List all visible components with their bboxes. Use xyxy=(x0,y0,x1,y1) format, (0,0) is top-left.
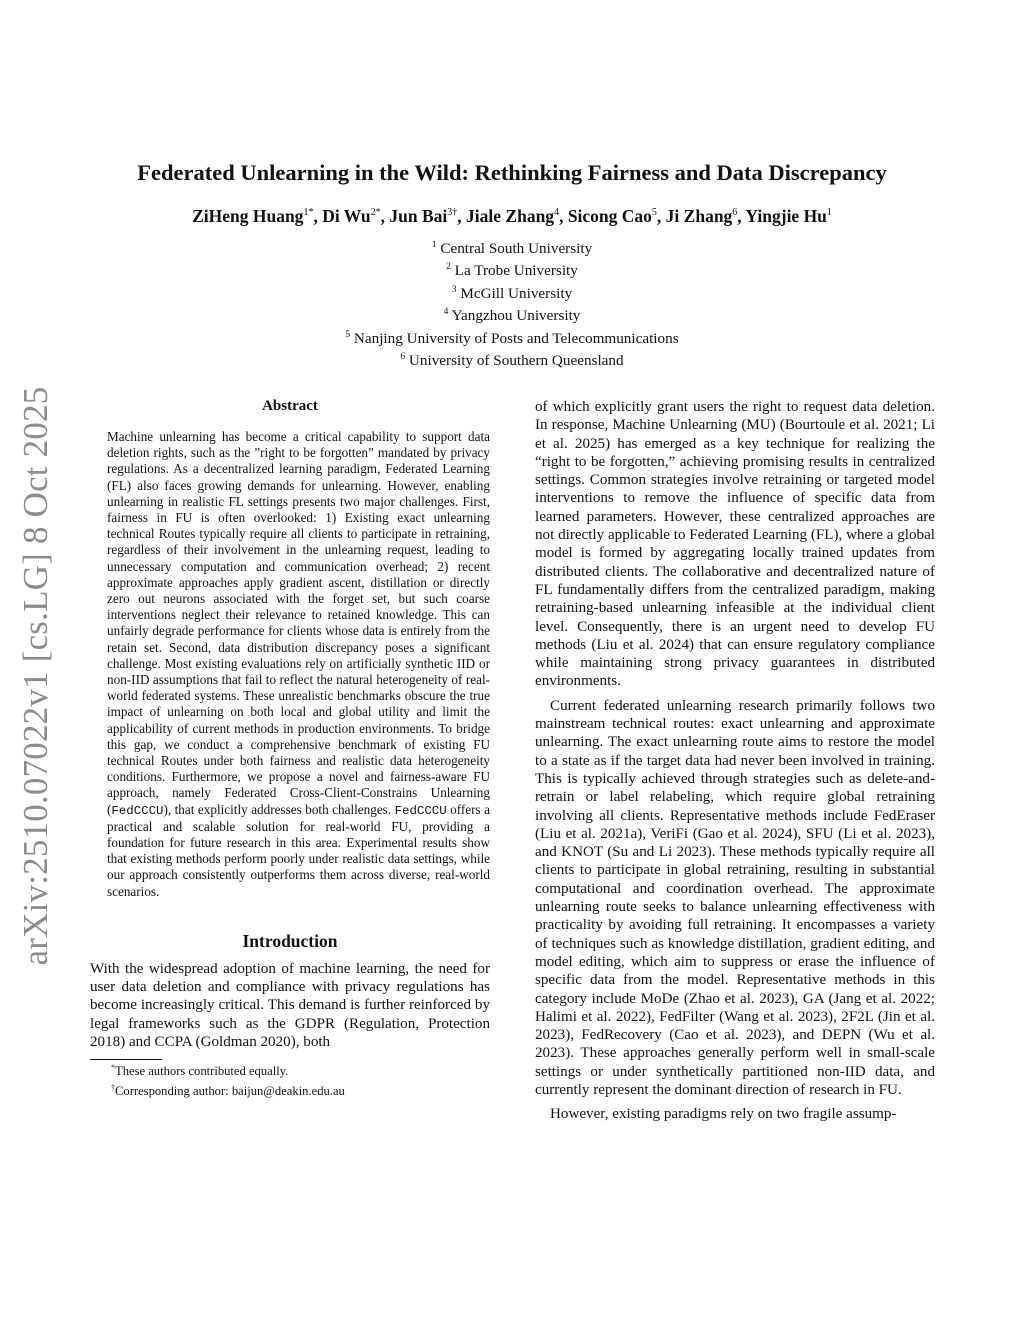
body-paragraph: of which explicitly grant users the right to request data deletion. In response, Machine Unlearning (MU) (Bourtoule et al. 2021; Li et al. 2025) has emerged as a key technique for realizing the “right to be forgotten,” achieving promising results in centralized settings. Common strategies involve retraining or targeted model interventions to remove the influence of specific data from learned parameters. However, these centralized approaches are not directly applicable to Federated Learning (FL), where a global model is formed by aggregating locally trained updates from distributed clients. The collaborative and decentralized nature of FL fundamentally differs from the centralized paradigm, making retraining-based unlearning infeasible at the individual client level. Consequently, there is an urgent need to develop FU methods (Liu et al. 2024) that can ensure regulatory compliance while maintaining strong privacy guarantees in distributed environments. xyxy=(535,399,935,690)
author-affiliation-mark: 4 xyxy=(554,207,560,219)
method-name: FedCCCU xyxy=(394,803,447,818)
author-name: ZiHeng Huang xyxy=(192,206,304,226)
author-affiliation-mark: 2* xyxy=(370,207,381,219)
author-affiliation-mark: 5 xyxy=(651,207,657,219)
author-name: Jun Bai xyxy=(389,206,448,226)
affiliation-list xyxy=(90,236,934,371)
affiliation-line: $^1$ Central South University xyxy=(431,240,593,258)
affiliation-line: $^4$ Yangzhou University xyxy=(443,307,581,325)
affiliation-line: $^2$ La Trobe University xyxy=(446,262,578,280)
author-affiliation-mark: 6 xyxy=(732,207,738,219)
arxiv-identifier-stamp xyxy=(6,383,66,969)
arxiv-identifier-text: arXiv:2510.07022v1 [cs.LG] 8 Oct 2025 xyxy=(16,386,55,966)
author-name: Ji Zhang xyxy=(665,206,733,226)
left-column xyxy=(90,398,490,1099)
author-affiliation-mark: 1* xyxy=(303,207,314,219)
author-affiliation-mark: 1 xyxy=(826,207,832,219)
right-column xyxy=(535,398,935,1124)
affiliation-line: $^6$ University of Southern Queensland xyxy=(400,352,624,370)
introduction-paragraph: With the widespread adoption of machine learning, the need for user data deletion and compliance with privacy regulations has become increasingly critical. This demand is further reinforced by legal frameworks such as the GDPR (Regulation, Protection 2018) and CCPA (Goldman 2020), both xyxy=(90,960,490,1051)
introduction-heading: Introduction xyxy=(242,930,338,951)
body-paragraph: However, existing paradigms rely on two fragile assump- xyxy=(550,1106,897,1123)
author-name: Sicong Cao xyxy=(567,206,652,226)
affiliation-line: $^5$ Nanjing University of Posts and Telecommunications xyxy=(345,329,679,347)
abstract-body: Machine unlearning has become a critical capability to support data deletion rights, such as the ”right to be forgotten” mandated by privacy regulations. As a decentralized learning paradigm, Federated Learning (FL) also faces growing demands for unlearning. However, enabling unlearning in realistic FL settings presents two major challenges. First, fairness in FU is often overlooked: 1) Existing exact unlearning technical Routes typically require all clients to participate in retraining, regardless of their involvement in the unlearning request, leading to unnecessary computation and communication overhead; 2) recent approximate approaches apply gradient ascent, distillation or directly zero out neurons associated with the forget set, but such coarse interventions neglect their relevance to retained knowledge. This can unfairly degrade performance for clients whose data is entirely from the retain set. Second, data distribution discrepancy poses a significant challenge. Most existing evaluations rely on artificially synthetic IID or non-IID assumptions that fail to reflect the natural heterogeneity of real-world federated systems. These unrealistic benchmarks obscure the true impact of unlearning on both local and global utility and limit the applicability of current methods in production environments. To bridge this gap, we conduct a comprehensive benchmark of existing FU technical Routes under both fairness and realistic data heterogeneity conditions. Furthermore, we propose a novel and fairness-aware FU approach, namely Federated Cross-Client-Constrains Unlearning (FedCCCU), that explicitly addresses both challenges. FedCCCU offers a practical and scalable solution for real-world FU, providing a foundation for future research in this area. Experimental results show that existing methods perform poorly under realistic data settings, while our approach consistently outperforms them across diverse, real-world scenarios. xyxy=(107,429,490,899)
author-name: Jiale Zhang xyxy=(466,206,555,226)
affiliation-line: $^3$ McGill University xyxy=(451,284,573,302)
method-name: FedCCCU xyxy=(111,803,164,818)
author-list: ZiHeng Huang$^{1*}$, Di $Wu^{2*}$, Jun Bai$^{3\dagger}$, Jiale Zhang$^4$, Sicong Cao$^5$, Ji Zhang$^6$, Yingjie Hu$^1$ xyxy=(192,206,832,226)
paper-title: Federated Unlearning in the Wild: Rethinking Fairness and Data Discrepancy xyxy=(137,160,887,185)
footnote-equal-contribution: *These authors contributed equally. xyxy=(111,1063,289,1079)
footnote-corresponding-author: †Corresponding author: baijun@deakin.edu.au xyxy=(111,1082,345,1098)
author-affiliation-mark: 3† xyxy=(447,207,458,219)
body-paragraph: Current federated unlearning research primarily follows two mainstream technical routes: exact unlearning and approximate unlearning. The exact unlearning route aims to restore the model to a state as if the target data had never been involved in training. This is typically achieved through strategies such as delete-and-retrain or label relabeling, which require global retraining involving all clients. Representative methods include FedEraser (Liu et al. 2021a), VeriFi (Gao et al. 2024), SFU (Li et al. 2023), and KNOT (Su and Li 2023). These methods typically require all clients to participate in global retraining, resulting in substantial computational and coordination overhead. The approximate unlearning route seeks to balance unlearning effectiveness with practicality by avoiding full retraining. It encompasses a variety of techniques such as knowledge distillation, gradient editing, and model editing, which aim to suppress or erase the influence of specific data from the model. Representative methods in this category include MoDe (Zhao et al. 2023), GA (Jang et al. 2022; Halimi et al. 2022), FedFilter (Wang et al. 2023), 2F2L (Jin et al. 2023), FedRecovery (Cao et al. 2023), and DEPN (Wu et al. 2023). These approaches generally perform well in small-scale settings or under synthetically partitioned non-IID data, and currently represent the dominant direction of research in FU. xyxy=(535,697,935,1098)
author-name: Yingjie Hu xyxy=(745,206,827,226)
abstract-heading: Abstract xyxy=(262,398,318,414)
author-name: Di Wu xyxy=(322,206,371,226)
